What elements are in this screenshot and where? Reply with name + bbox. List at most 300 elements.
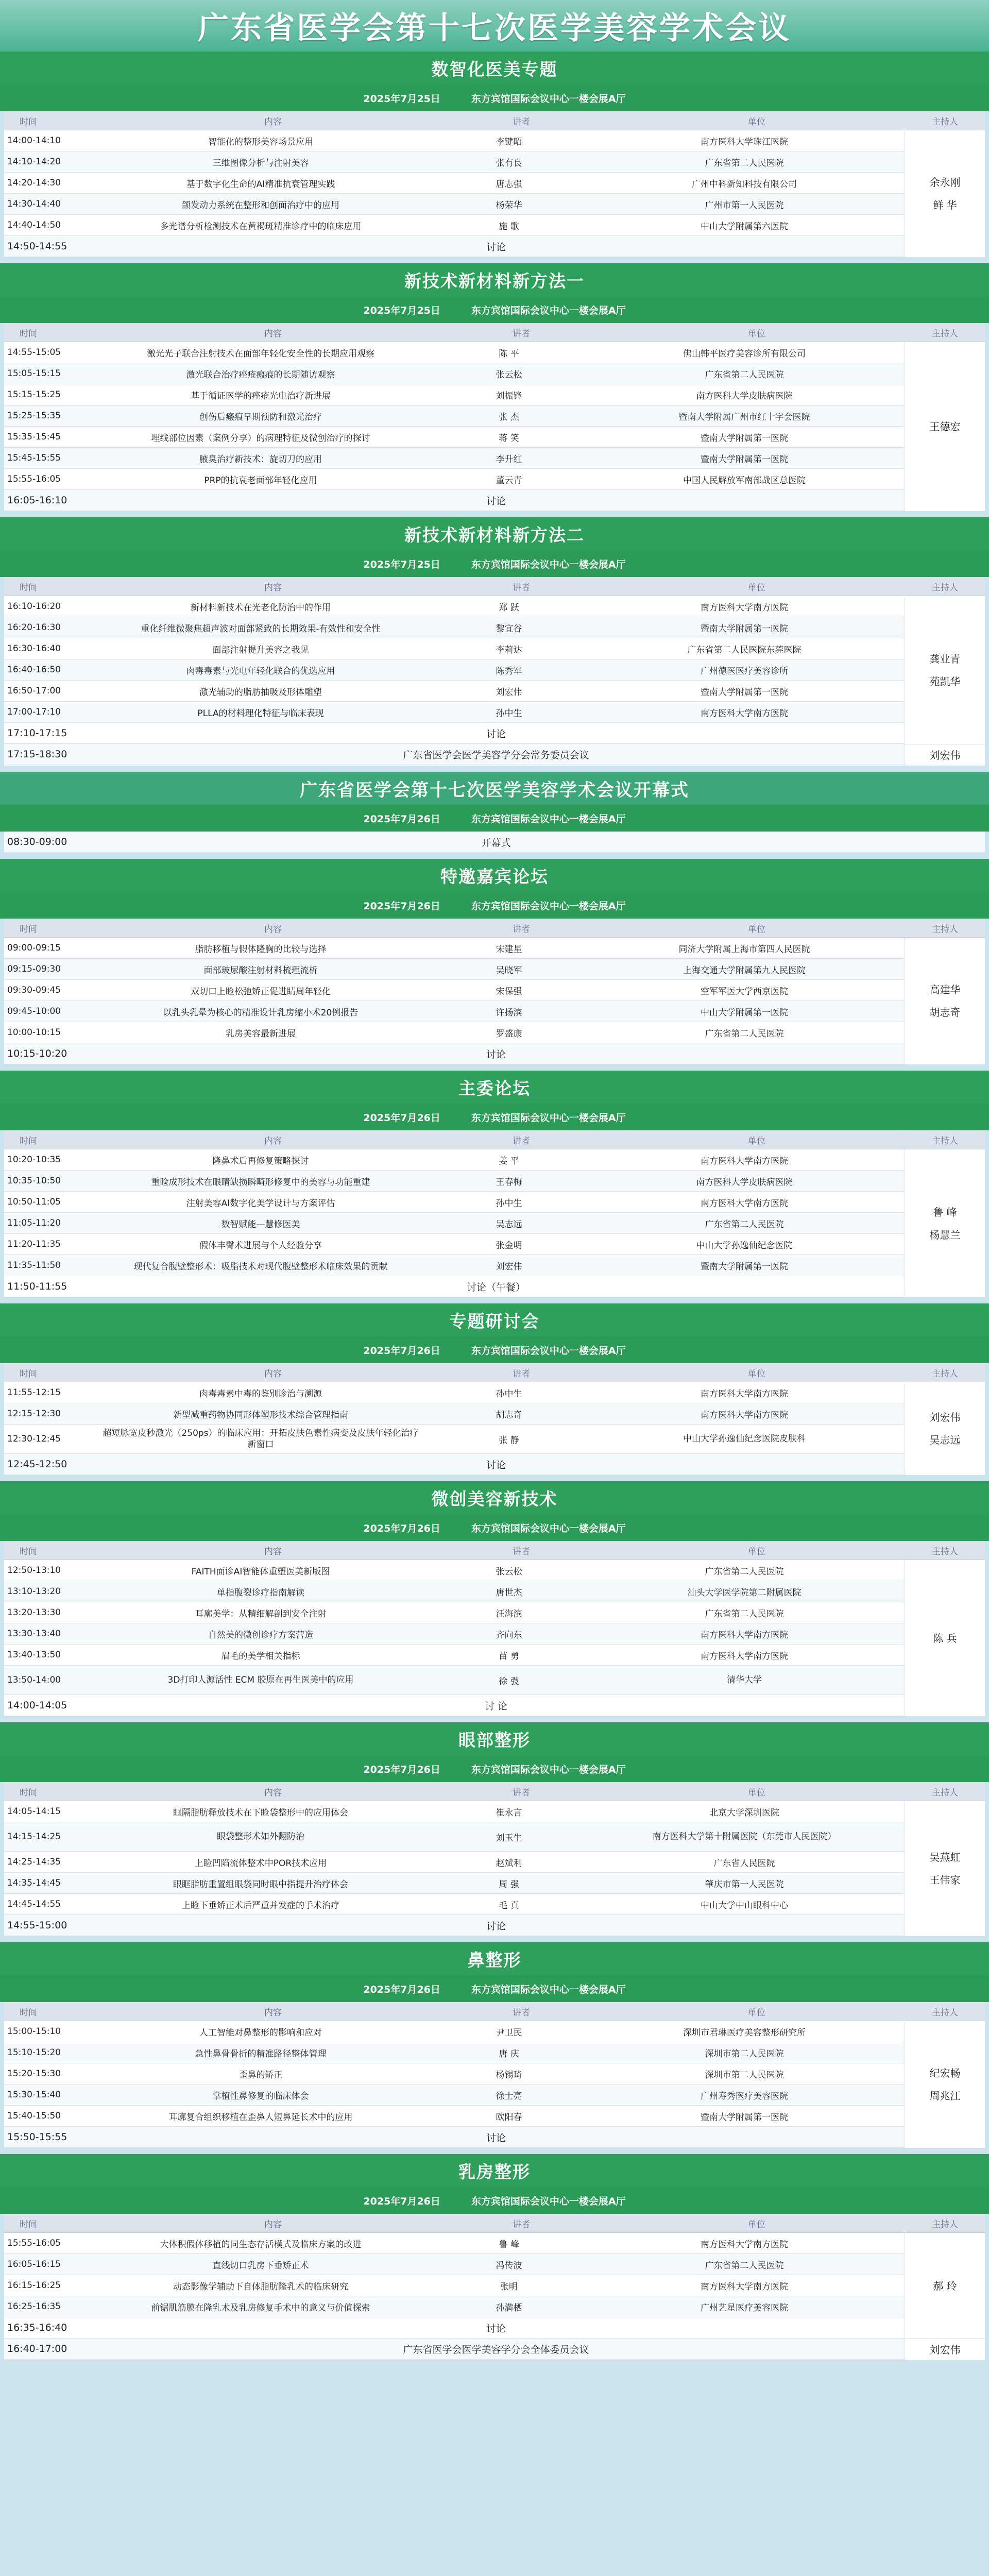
host-name: 余永刚 bbox=[929, 176, 961, 189]
speaker-unit: 中山大学附属第六医院 bbox=[701, 221, 788, 232]
section-subheader bbox=[0, 84, 989, 111]
session-time: 16:50-17:00 bbox=[7, 686, 61, 696]
speaker-name: 宋保强 bbox=[496, 986, 522, 997]
section-venue: 东方宾馆国际会议中心一楼会展A厅 bbox=[471, 1984, 626, 1995]
speaker-name: 冯传波 bbox=[496, 2260, 522, 2271]
discussion-label: 讨论 bbox=[486, 2323, 506, 2334]
section-table-main bbox=[4, 577, 905, 766]
section-title: 广东省医学会第十七次医学美容学术会议开幕式 bbox=[0, 772, 989, 805]
column-header-time: 时间 bbox=[20, 924, 37, 935]
column-header-topic: 内容 bbox=[264, 1368, 282, 1379]
session-time: 15:25-15:35 bbox=[7, 411, 61, 421]
session-time: 14:40-14:50 bbox=[7, 220, 61, 230]
agenda-row bbox=[4, 617, 905, 638]
speaker-unit: 广东省第二人民医院 bbox=[705, 158, 784, 168]
speaker-unit: 南方医科大学皮肤病医院 bbox=[696, 1177, 793, 1188]
column-header-row bbox=[4, 577, 905, 596]
speaker-name: 齐向东 bbox=[496, 1630, 522, 1640]
discussion-label: 讨论 bbox=[486, 2132, 506, 2144]
host-names bbox=[905, 938, 985, 1064]
speaker-unit: 广东省第二人民医院 bbox=[705, 1566, 784, 1577]
discussion-label: 讨 论 bbox=[484, 1700, 508, 1712]
speaker-unit: 广州艺星医疗美容医院 bbox=[701, 2302, 788, 2313]
agenda-section bbox=[0, 52, 989, 263]
agenda-section bbox=[0, 1942, 989, 2154]
section-venue: 东方宾馆国际会议中心一楼会展A厅 bbox=[471, 1764, 626, 1775]
speaker-name: 罗盛康 bbox=[496, 1028, 522, 1039]
session-time: 14:55-15:05 bbox=[7, 347, 61, 358]
speaker-unit: 肇庆市第一人民医院 bbox=[705, 1879, 784, 1890]
agenda-row bbox=[4, 681, 905, 702]
section-venue: 东方宾馆国际会议中心一楼会展A厅 bbox=[471, 2195, 626, 2207]
section-venue: 东方宾馆国际会议中心一楼会展A厅 bbox=[471, 813, 626, 825]
talk-topic: 眶隔脂肪释放技术在下睑袋整形中的应用体会 bbox=[173, 1807, 348, 1818]
speaker-unit: 南方医科大学皮肤病医院 bbox=[696, 391, 793, 401]
section-title: 专题研讨会 bbox=[0, 1303, 989, 1336]
agenda-section bbox=[0, 517, 989, 772]
session-time: 14:00-14:05 bbox=[7, 1700, 67, 1711]
column-header-speaker: 讲者 bbox=[513, 924, 530, 935]
column-header-row bbox=[4, 2214, 905, 2233]
speaker-name: 孙中生 bbox=[496, 708, 522, 719]
speaker-unit: 南方医科大学南方医院 bbox=[701, 2239, 788, 2250]
speaker-name: 徐士亮 bbox=[496, 2091, 522, 2102]
host-column bbox=[905, 111, 985, 257]
speaker-unit: 深圳市第二人民医院 bbox=[705, 2048, 784, 2059]
session-time: 09:30-09:45 bbox=[7, 985, 61, 995]
column-header-time: 时间 bbox=[20, 2007, 37, 2018]
speaker-unit: 南方医科大学南方医院 bbox=[701, 1651, 788, 1662]
talk-topic: 颌发动力系统在整形和创面治疗中的应用 bbox=[182, 200, 339, 211]
agenda-row bbox=[4, 173, 905, 194]
speaker-name: 张 杰 bbox=[499, 412, 519, 422]
column-header-unit: 单位 bbox=[748, 328, 765, 339]
speaker-name: 李莉达 bbox=[496, 645, 522, 655]
speaker-name: 杨锡琦 bbox=[496, 2070, 522, 2080]
talk-topic: 掌植性鼻修复的临床体会 bbox=[212, 2091, 309, 2102]
agenda-section bbox=[0, 2154, 989, 2366]
talk-topic: PRP的抗衰老面部年轻化应用 bbox=[204, 475, 317, 486]
speaker-name: 黎宜谷 bbox=[496, 623, 522, 634]
talk-topic: 双切口上睑松弛矫正促进睛周年轻化 bbox=[191, 986, 331, 997]
session-time: 16:05-16:10 bbox=[7, 495, 67, 506]
speaker-name: 蒋 笑 bbox=[499, 433, 519, 444]
agenda-row bbox=[4, 2042, 905, 2063]
agenda-row bbox=[4, 151, 905, 173]
section-table bbox=[4, 919, 985, 1064]
speaker-name: 苗 勇 bbox=[499, 1651, 519, 1662]
agenda-row bbox=[4, 1894, 905, 1915]
talk-topic: 重睑成形技术在眼睛缺损瞬畸形修复中的美容与功能重建 bbox=[151, 1177, 370, 1188]
column-header-time: 时间 bbox=[20, 1368, 37, 1379]
speaker-unit: 中山大学中山眼科中心 bbox=[701, 1900, 788, 1911]
column-header-unit: 单位 bbox=[748, 2219, 765, 2230]
column-header-row bbox=[4, 111, 905, 130]
session-time: 15:35-15:45 bbox=[7, 432, 61, 442]
section-date: 2025年7月26日 bbox=[363, 1522, 440, 1534]
column-header-time: 时间 bbox=[20, 1136, 37, 1146]
speaker-name: 陈秀军 bbox=[496, 666, 522, 676]
speaker-unit: 南方医科大学南方医院 bbox=[701, 1630, 788, 1640]
section-table bbox=[4, 832, 985, 853]
column-header-speaker: 讲者 bbox=[513, 2219, 530, 2230]
talk-topic: 以乳头乳晕为核心的精准设计乳房缩小术20例报告 bbox=[163, 1007, 359, 1018]
session-time: 16:40-16:50 bbox=[7, 665, 61, 675]
agenda-section bbox=[0, 1071, 989, 1303]
speaker-unit: 暨南大学附属第一医院 bbox=[701, 433, 788, 444]
speaker-name: 汪海滨 bbox=[496, 1608, 522, 1619]
discussion-label: 讨论 bbox=[486, 728, 506, 740]
agenda-row bbox=[4, 1801, 905, 1822]
speaker-name: 杨荣华 bbox=[496, 200, 522, 211]
speaker-name: 陈 平 bbox=[499, 348, 519, 359]
section-title: 特邀嘉宾论坛 bbox=[0, 859, 989, 892]
host-names bbox=[905, 596, 985, 744]
session-time: 15:30-15:40 bbox=[7, 2090, 61, 2100]
column-header-time: 时间 bbox=[20, 328, 37, 339]
speaker-unit: 广东省第二人民医院 bbox=[705, 1028, 784, 1039]
host-name: 吴志远 bbox=[929, 1434, 961, 1446]
section-date: 2025年7月26日 bbox=[363, 1345, 440, 1357]
speaker-name: 尹卫民 bbox=[496, 2027, 522, 2038]
talk-topic: 数智赋能—慧修医美 bbox=[221, 1219, 300, 1230]
session-time: 10:20-10:35 bbox=[7, 1155, 61, 1165]
session-time: 15:55-16:05 bbox=[7, 2238, 61, 2248]
host-name: 陈 兵 bbox=[933, 1632, 957, 1645]
talk-topic: 眼眶脂肪重置组眼袋同时眼中指提升治疗体会 bbox=[173, 1879, 348, 1890]
speaker-name: 徐 弢 bbox=[499, 1676, 519, 1687]
section-table-main bbox=[4, 1541, 905, 1716]
section-subheader bbox=[0, 2187, 989, 2214]
speaker-name: 毛 真 bbox=[499, 1900, 519, 1911]
host-names bbox=[905, 2233, 985, 2338]
talk-topic: 肉毒毒素中毒的鉴别诊治与溯源 bbox=[199, 1388, 322, 1399]
speaker-unit: 暨南大学附属第一医院 bbox=[701, 687, 788, 698]
session-time: 09:00-09:15 bbox=[7, 943, 61, 953]
section-table-main bbox=[4, 1363, 905, 1475]
column-header-host: 主持人 bbox=[905, 1130, 985, 1149]
agenda-section bbox=[0, 263, 989, 517]
section-table-main bbox=[4, 323, 905, 511]
host-column bbox=[905, 919, 985, 1064]
speaker-name: 张云松 bbox=[496, 369, 522, 380]
section-date: 2025年7月26日 bbox=[363, 1112, 440, 1124]
talk-topic: 腋臭治疗新技术：旋切刀的应用 bbox=[199, 454, 322, 465]
discussion-label: 讨论 bbox=[486, 241, 506, 253]
speaker-name: 许扬滨 bbox=[496, 1007, 522, 1018]
speaker-name: 刘玉生 bbox=[496, 1833, 522, 1843]
section-table-main bbox=[4, 2214, 905, 2360]
page-title: 广东省医学会第十七次医学美容学术会议 bbox=[0, 0, 989, 52]
session-time: 14:30-14:40 bbox=[7, 199, 61, 209]
speaker-unit: 同济大学附属上海市第四人民医院 bbox=[678, 944, 810, 955]
section-date: 2025年7月25日 bbox=[363, 558, 440, 570]
discussion-row bbox=[4, 832, 985, 853]
talk-topic: 埋线部位因素（案例分享）的病理特征及微创治疗的探讨 bbox=[151, 433, 370, 444]
talk-topic: 动态影像学辅助下自体脂肪隆乳术的临床研究 bbox=[173, 2281, 348, 2292]
section-date: 2025年7月26日 bbox=[363, 2195, 440, 2207]
session-time: 13:20-13:30 bbox=[7, 1607, 61, 1618]
section-subheader bbox=[0, 1104, 989, 1130]
column-header-unit: 单位 bbox=[748, 116, 765, 127]
agenda-row bbox=[4, 194, 905, 215]
section-table-main bbox=[4, 1130, 905, 1297]
speaker-unit: 广州寿秀医疗美容医院 bbox=[701, 2091, 788, 2102]
column-header-topic: 内容 bbox=[264, 582, 282, 593]
talk-topic: 歪鼻的矫正 bbox=[238, 2070, 283, 2080]
speaker-name: 唐 庆 bbox=[499, 2048, 519, 2059]
section-table bbox=[4, 323, 985, 511]
session-time: 17:00-17:10 bbox=[7, 707, 61, 717]
column-header-host: 主持人 bbox=[905, 2214, 985, 2233]
speaker-unit: 南方医科大学第十附属医院（东莞市人民医院） bbox=[652, 1832, 837, 1842]
session-time: 15:45-15:55 bbox=[7, 453, 61, 463]
sections-container bbox=[0, 52, 989, 2366]
discussion-row bbox=[4, 723, 905, 744]
agenda-row bbox=[4, 2275, 905, 2296]
agenda-row bbox=[4, 1666, 905, 1695]
section-table-main bbox=[4, 2002, 905, 2148]
agenda-row bbox=[4, 638, 905, 659]
agenda-section bbox=[0, 1481, 989, 1722]
speaker-unit: 暨南大学附属第一医院 bbox=[701, 1261, 788, 1272]
speaker-unit: 中国人民解放军南部战区总医院 bbox=[683, 475, 806, 486]
column-header-row bbox=[4, 1782, 905, 1801]
discussion-row bbox=[4, 490, 905, 511]
talk-topic: 创伤后瘢痕早期预防和激光治疗 bbox=[199, 412, 322, 422]
column-header-speaker: 讲者 bbox=[513, 1546, 530, 1557]
speaker-name: 孙満栖 bbox=[496, 2302, 522, 2313]
section-venue: 东方宾馆国际会议中心一楼会展A厅 bbox=[471, 1345, 626, 1357]
speaker-name: 张明 bbox=[500, 2281, 518, 2292]
discussion-row bbox=[4, 1454, 905, 1475]
session-time: 11:55-12:15 bbox=[7, 1387, 61, 1398]
discussion-row bbox=[4, 236, 905, 257]
discussion-label: 讨论（午餐） bbox=[466, 1281, 525, 1293]
section-table-main bbox=[4, 919, 905, 1064]
speaker-name: 刘宏伟 bbox=[496, 1261, 522, 1272]
agenda-row bbox=[4, 980, 905, 1001]
session-time: 16:10-16:20 bbox=[7, 601, 61, 612]
discussion-label: 讨论 bbox=[486, 495, 506, 507]
section-subheader bbox=[0, 805, 989, 832]
agenda-row bbox=[4, 596, 905, 617]
column-header-unit: 单位 bbox=[748, 1368, 765, 1379]
speaker-unit: 广东省第二人民医院 bbox=[705, 369, 784, 380]
column-header-unit: 单位 bbox=[748, 2007, 765, 2018]
section-table bbox=[4, 1541, 985, 1716]
session-time: 16:25-16:35 bbox=[7, 2301, 61, 2312]
discussion-row bbox=[4, 2317, 905, 2338]
host-name: 鲜 华 bbox=[933, 199, 957, 211]
host-column bbox=[905, 2214, 985, 2360]
session-time: 14:50-14:55 bbox=[7, 241, 67, 252]
agenda-row bbox=[4, 342, 905, 363]
section-table-main bbox=[4, 832, 985, 853]
host-column bbox=[905, 323, 985, 511]
section-venue: 东方宾馆国际会议中心一楼会展A厅 bbox=[471, 93, 626, 105]
agenda-row bbox=[4, 2084, 905, 2106]
section-venue: 东方宾馆国际会议中心一楼会展A厅 bbox=[471, 1112, 626, 1124]
agenda-row bbox=[4, 2296, 905, 2317]
host-name: 周兆江 bbox=[929, 2090, 961, 2102]
agenda-row bbox=[4, 2063, 905, 2084]
agenda-section bbox=[0, 1303, 989, 1481]
speaker-unit: 南方医科大学南方医院 bbox=[701, 602, 788, 613]
speaker-unit: 汕头大学医学院第二附属医院 bbox=[687, 1587, 802, 1598]
agenda-row bbox=[4, 1192, 905, 1213]
session-time: 10:35-10:50 bbox=[7, 1176, 61, 1186]
agenda-row bbox=[4, 1425, 905, 1454]
column-header-row bbox=[4, 1363, 905, 1382]
talk-topic: 新型减重药物协同形体塑形技术综合管理指南 bbox=[173, 1410, 348, 1420]
column-header-row bbox=[4, 2002, 905, 2021]
session-time: 14:10-14:20 bbox=[7, 157, 61, 167]
section-table bbox=[4, 1130, 985, 1297]
agenda-row bbox=[4, 1001, 905, 1022]
agenda-row bbox=[4, 1234, 905, 1255]
talk-topic: 急性鼻骨骨折的精准路径整体管理 bbox=[195, 2048, 327, 2059]
session-time: 10:15-10:20 bbox=[7, 1048, 67, 1059]
agenda-row bbox=[4, 363, 905, 384]
column-header-row bbox=[4, 1130, 905, 1149]
agenda-row bbox=[4, 405, 905, 427]
session-time: 10:00-10:15 bbox=[7, 1027, 61, 1038]
agenda-row bbox=[4, 1822, 905, 1852]
column-header-speaker: 讲者 bbox=[513, 582, 530, 593]
section-title: 鼻整形 bbox=[0, 1942, 989, 1975]
section-title: 新技术新材料新方法二 bbox=[0, 517, 989, 550]
session-time: 14:55-15:00 bbox=[7, 1920, 67, 1931]
session-time: 16:15-16:25 bbox=[7, 2280, 61, 2291]
speaker-name: 董云青 bbox=[496, 475, 522, 486]
section-table bbox=[4, 1363, 985, 1475]
discussion-label: 广东省医学会医学美容学分会常务委员会议 bbox=[403, 749, 589, 761]
section-subheader bbox=[0, 296, 989, 323]
host-name-extra: 刘宏伟 bbox=[905, 744, 985, 766]
session-time: 14:05-14:15 bbox=[7, 1806, 61, 1817]
column-header-topic: 内容 bbox=[264, 924, 282, 935]
talk-topic: 激光辅助的脂肪抽吸及形体雕塑 bbox=[199, 687, 322, 698]
talk-topic: 上睑下垂矫正术后严重并发症的手术治疗 bbox=[182, 1900, 339, 1911]
talk-topic: 上睑凹陷流体整术中POR技术应用 bbox=[194, 1858, 327, 1869]
section-table-main bbox=[4, 1782, 905, 1936]
session-time: 17:10-17:15 bbox=[7, 727, 67, 739]
speaker-name: 施 歌 bbox=[499, 221, 519, 232]
agenda-row bbox=[4, 1852, 905, 1873]
session-time: 17:15-18:30 bbox=[7, 749, 67, 760]
host-names bbox=[905, 1801, 985, 1936]
session-time: 13:10-13:20 bbox=[7, 1586, 61, 1597]
session-time: 14:15-14:25 bbox=[7, 1832, 61, 1842]
talk-topic: 耳廓复合组织移植在歪鼻人短鼻延长术中的应用 bbox=[168, 2112, 353, 2123]
discussion-label: 讨论 bbox=[486, 1048, 506, 1060]
session-time: 11:50-11:55 bbox=[7, 1281, 67, 1292]
agenda-section bbox=[0, 772, 989, 859]
host-column bbox=[905, 1130, 985, 1297]
column-header-host: 主持人 bbox=[905, 323, 985, 342]
talk-topic: 眼袋整形术如外翻防治 bbox=[217, 1832, 304, 1842]
agenda-row bbox=[4, 1403, 905, 1425]
session-time: 14:45-14:55 bbox=[7, 1899, 61, 1909]
speaker-unit: 中山大学附属第一医院 bbox=[701, 1007, 788, 1018]
talk-topic: 三维图像分析与注射美容 bbox=[212, 158, 309, 168]
host-name: 鲁 峰 bbox=[933, 1206, 957, 1218]
column-header-time: 时间 bbox=[20, 1546, 37, 1557]
agenda-row bbox=[4, 1873, 905, 1894]
session-time: 09:45-10:00 bbox=[7, 1006, 61, 1016]
agenda-row bbox=[4, 448, 905, 469]
column-header-topic: 内容 bbox=[264, 2007, 282, 2018]
speaker-unit: 南方医科大学南方医院 bbox=[701, 1388, 788, 1399]
speaker-unit: 南方医科大学南方医院 bbox=[701, 2281, 788, 2292]
column-header-topic: 内容 bbox=[264, 2219, 282, 2230]
host-name: 高建华 bbox=[929, 984, 961, 996]
column-header-time: 时间 bbox=[20, 582, 37, 593]
agenda-row bbox=[4, 384, 905, 405]
column-header-host: 主持人 bbox=[905, 1782, 985, 1801]
talk-topic: 直线切口乳房下垂矫正术 bbox=[212, 2260, 309, 2271]
session-time: 13:30-13:40 bbox=[7, 1629, 61, 1639]
talk-topic: 新材料新技术在光老化防治中的作用 bbox=[191, 602, 331, 613]
talk-topic: 自然美的微创诊疗方案营造 bbox=[208, 1630, 313, 1640]
talk-topic: 智能化的整形美容场景应用 bbox=[208, 137, 313, 147]
agenda-row bbox=[4, 2254, 905, 2275]
section-subheader bbox=[0, 1755, 989, 1782]
host-column bbox=[905, 2002, 985, 2148]
section-table bbox=[4, 2214, 985, 2360]
talk-topic: 大体积假体移植的同生态存活模式及临床方案的改进 bbox=[160, 2239, 362, 2250]
column-header-speaker: 讲者 bbox=[513, 2007, 530, 2018]
speaker-unit: 暨南大学附属第一医院 bbox=[701, 623, 788, 634]
column-header-speaker: 讲者 bbox=[513, 1787, 530, 1798]
speaker-name: 刘振锋 bbox=[496, 391, 522, 401]
agenda-row bbox=[4, 1602, 905, 1623]
section-subheader bbox=[0, 1514, 989, 1541]
column-header-host: 主持人 bbox=[905, 577, 985, 596]
section-title: 乳房整形 bbox=[0, 2154, 989, 2187]
section-venue: 东方宾馆国际会议中心一楼会展A厅 bbox=[471, 558, 626, 570]
speaker-unit: 深圳市第二人民医院 bbox=[705, 2070, 784, 2080]
session-time: 16:20-16:30 bbox=[7, 622, 61, 633]
column-header-unit: 单位 bbox=[748, 1546, 765, 1557]
speaker-unit: 上海交通大学附属第九人民医院 bbox=[683, 965, 806, 976]
section-title: 主委论坛 bbox=[0, 1071, 989, 1104]
session-time: 14:00-14:10 bbox=[7, 135, 61, 146]
agenda-row bbox=[4, 702, 905, 723]
session-time: 12:30-12:45 bbox=[7, 1434, 61, 1444]
section-subheader bbox=[0, 892, 989, 919]
column-header-row bbox=[4, 1541, 905, 1560]
speaker-name: 刘宏伟 bbox=[496, 687, 522, 698]
session-time: 11:05-11:20 bbox=[7, 1218, 61, 1228]
section-title: 微创美容新技术 bbox=[0, 1481, 989, 1514]
host-name-extra: 刘宏伟 bbox=[905, 2338, 985, 2360]
speaker-unit: 广东省第二人民医院 bbox=[705, 2260, 784, 2271]
speaker-unit: 南方医科大学南方医院 bbox=[701, 708, 788, 719]
column-header-speaker: 讲者 bbox=[513, 1136, 530, 1146]
speaker-name: 赵斌利 bbox=[496, 1858, 522, 1869]
column-header-host: 主持人 bbox=[905, 1363, 985, 1382]
talk-topic: 肉毒毒素与光电年轻化联合的优选应用 bbox=[186, 666, 335, 676]
speaker-name: 李键昭 bbox=[496, 137, 522, 147]
speaker-unit: 清华大学 bbox=[727, 1675, 762, 1685]
host-names bbox=[905, 342, 985, 511]
talk-topic: FAITH面诊AI智能体重塑医美新版图 bbox=[191, 1566, 330, 1577]
agenda-row bbox=[4, 2106, 905, 2127]
session-time: 15:00-15:10 bbox=[7, 2026, 61, 2037]
discussion-row bbox=[4, 2338, 905, 2360]
